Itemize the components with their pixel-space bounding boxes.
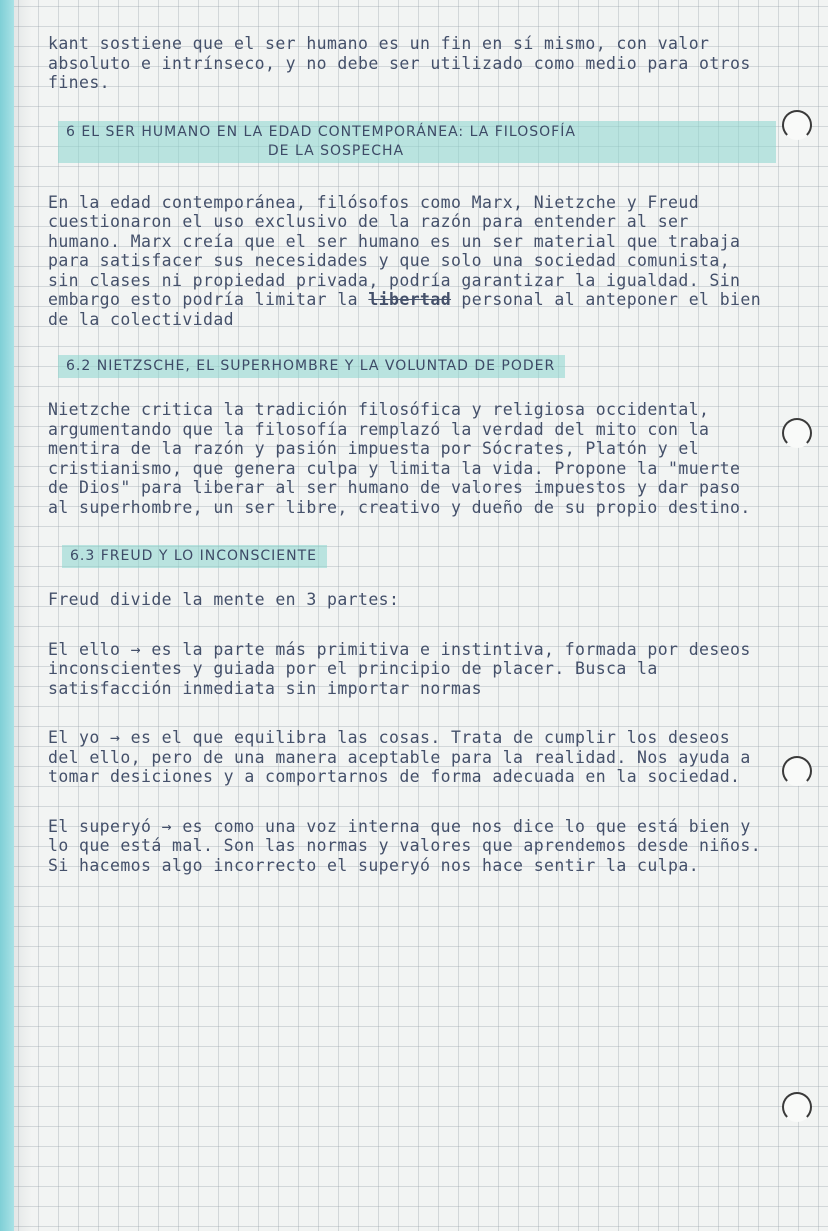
paragraph-contemporanea — [48, 193, 770, 330]
paragraph-freud-intro: Freud divide la mente en 3 partes: — [48, 590, 400, 609]
paragraph-contemporanea-end: personal al anteponer el bien de la colectividad — [48, 290, 762, 329]
section-heading-6 — [58, 121, 776, 163]
paragraph-kant: kant sostiene que el ser humano es un fin en sí mismo, con valor absoluto e intrínseco, y no debe ser utilizado como medio para otros fines. — [48, 34, 751, 92]
binder-hole-1 — [782, 110, 812, 140]
paragraph-contemporanea-text: En la edad contemporánea, filósofos como Marx, Nietzche y Freud cuestionaron el uso exclusivo de la razón para entender al ser humano. Marx creía que el ser humano es un ser material que trabaja para satisfacer sus necesidades y que solo una sociedad comunista, sin clases ni propiedad privada, podría garantizar la igualdad. Sin embargo esto podría limitar la — [48, 192, 741, 309]
page-edge-stripe — [0, 0, 14, 1231]
crossed-out-word: libertad — [368, 290, 452, 309]
section-heading-6-3: 6.3 FREUD Y LO INCONSCIENTE — [62, 545, 327, 568]
handwritten-notes — [40, 34, 770, 875]
page-edge-shadow — [14, 0, 32, 1231]
section-heading-6-line2: DE LA SOSPECHA — [267, 142, 405, 159]
paragraph-ello: El ello → es la parte más primitiva e instintiva, formada por deseos inconscientes y guiada por el principio de placer. Busca la satisfacción inmediata sin importar normas — [48, 639, 751, 698]
binder-hole-4 — [782, 1092, 812, 1122]
section-heading-6-line1: 6 EL SER HUMANO EN LA EDAD CONTEMPORÁNEA: LA FILOSOFÍA — [66, 123, 576, 140]
paragraph-yo: El yo → es el que equilibra las cosas. Trata de cumplir los deseos del ello, pero de una manera aceptable para la realidad. Nos ayuda a tomar desiciones y a comportarnos de forma adecuada en la sociedad. — [48, 728, 751, 786]
binder-hole-2 — [782, 418, 812, 448]
binder-hole-3 — [782, 756, 812, 786]
paragraph-superyo: El superyó → es como una voz interna que nos dice lo que está bien y lo que está mal. Son las normas y valores que aprendemos desde niños. Si hacemos algo incorrecto el superyó nos hace sentir la culpa. — [48, 816, 762, 875]
section-heading-6-2: 6.2 NIETZSCHE, EL SUPERHOMBRE Y LA VOLUNTAD DE PODER — [58, 355, 565, 378]
paragraph-nietzsche: Nietzche critica la tradición filosófica y religiosa occidental, argumentando que la filosofía remplazó la verdad del mito con la mentira de la razón y pasión impuesta por Sócrates, Platón y el cristianismo, que genera culpa y limita la vida. Propone la "muerte de Dios" para liberar al ser humano de valores impuestos y dar paso al superhombre, un ser libre, creativo y dueño de su propio destino. — [48, 400, 751, 517]
